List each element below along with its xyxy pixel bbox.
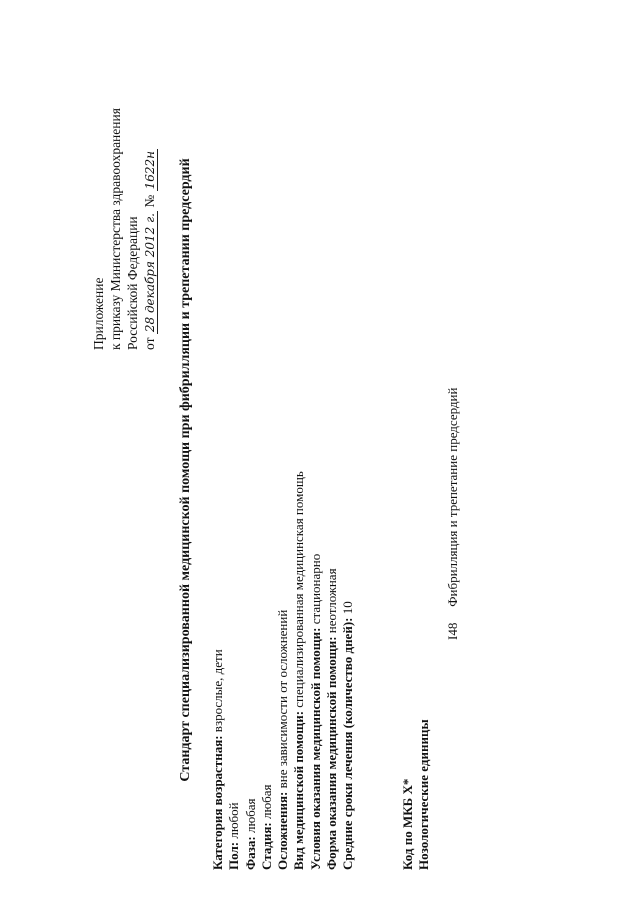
- param-value: любая: [258, 784, 274, 823]
- param-value: взрослые, дети: [210, 649, 225, 736]
- param-value: стационарно: [307, 553, 323, 628]
- annex-number-handwritten: 1622н: [143, 150, 157, 190]
- param-age: [210, 471, 226, 870]
- annex-order-line: к приказу Министерства здравоохранения: [108, 108, 123, 350]
- param-label: Категория возрастная:: [210, 735, 225, 870]
- param-label: Пол:: [226, 841, 242, 870]
- param-label: Средние сроки лечения (количество дней):: [340, 617, 356, 870]
- param-label: Осложнения:: [275, 791, 291, 870]
- parameters-list: [210, 471, 357, 870]
- param-sex: [226, 471, 242, 870]
- param-care-form: [324, 471, 340, 870]
- param-value: любая: [242, 798, 258, 837]
- param-treatment-duration: [340, 471, 356, 870]
- annex-block: [90, 108, 159, 350]
- param-label: Фаза:: [242, 836, 258, 870]
- param-value: неотложная: [324, 568, 340, 637]
- annex-from-label: от: [142, 337, 157, 350]
- rotated-document: [90, 60, 470, 880]
- annex-title: Приложение: [91, 277, 106, 350]
- param-care-type: [291, 471, 307, 870]
- annex-number-label: №: [142, 194, 157, 208]
- annex-date-handwritten: 28 декабря 2012 г.: [143, 213, 157, 333]
- param-value: любой: [226, 802, 242, 842]
- param-complications: [275, 471, 291, 870]
- param-value: вне зависимости от осложнений: [275, 609, 291, 792]
- param-stage: [259, 471, 275, 870]
- param-label: Форма оказания медицинской помощи:: [324, 636, 340, 870]
- param-label: Вид медицинской помощи:: [291, 710, 307, 870]
- annex-federation-line: Российской Федерации: [125, 216, 140, 350]
- nosology-row: [445, 388, 461, 640]
- annex-date-line: [141, 108, 159, 350]
- icd-code: I48: [445, 622, 460, 640]
- document-title: Стандарт специализированной медицинской помощи при фибрилляции и трепетании предсердий: [178, 158, 193, 782]
- param-value: 10: [340, 601, 356, 618]
- nosology-name: Фибрилляция и трепетание предсердий: [445, 387, 460, 607]
- param-label: Стадия:: [258, 822, 274, 870]
- param-label: Условия оказания медицинской помощи:: [307, 627, 323, 870]
- param-care-conditions: [308, 471, 324, 870]
- nosology-label: Нозологические единицы: [416, 719, 431, 870]
- param-value: специализированная медицинская помощь: [291, 471, 307, 711]
- icd-code-label: Код по МКБ X*: [400, 778, 415, 870]
- icd-header: [400, 719, 432, 870]
- param-phase: [243, 471, 259, 870]
